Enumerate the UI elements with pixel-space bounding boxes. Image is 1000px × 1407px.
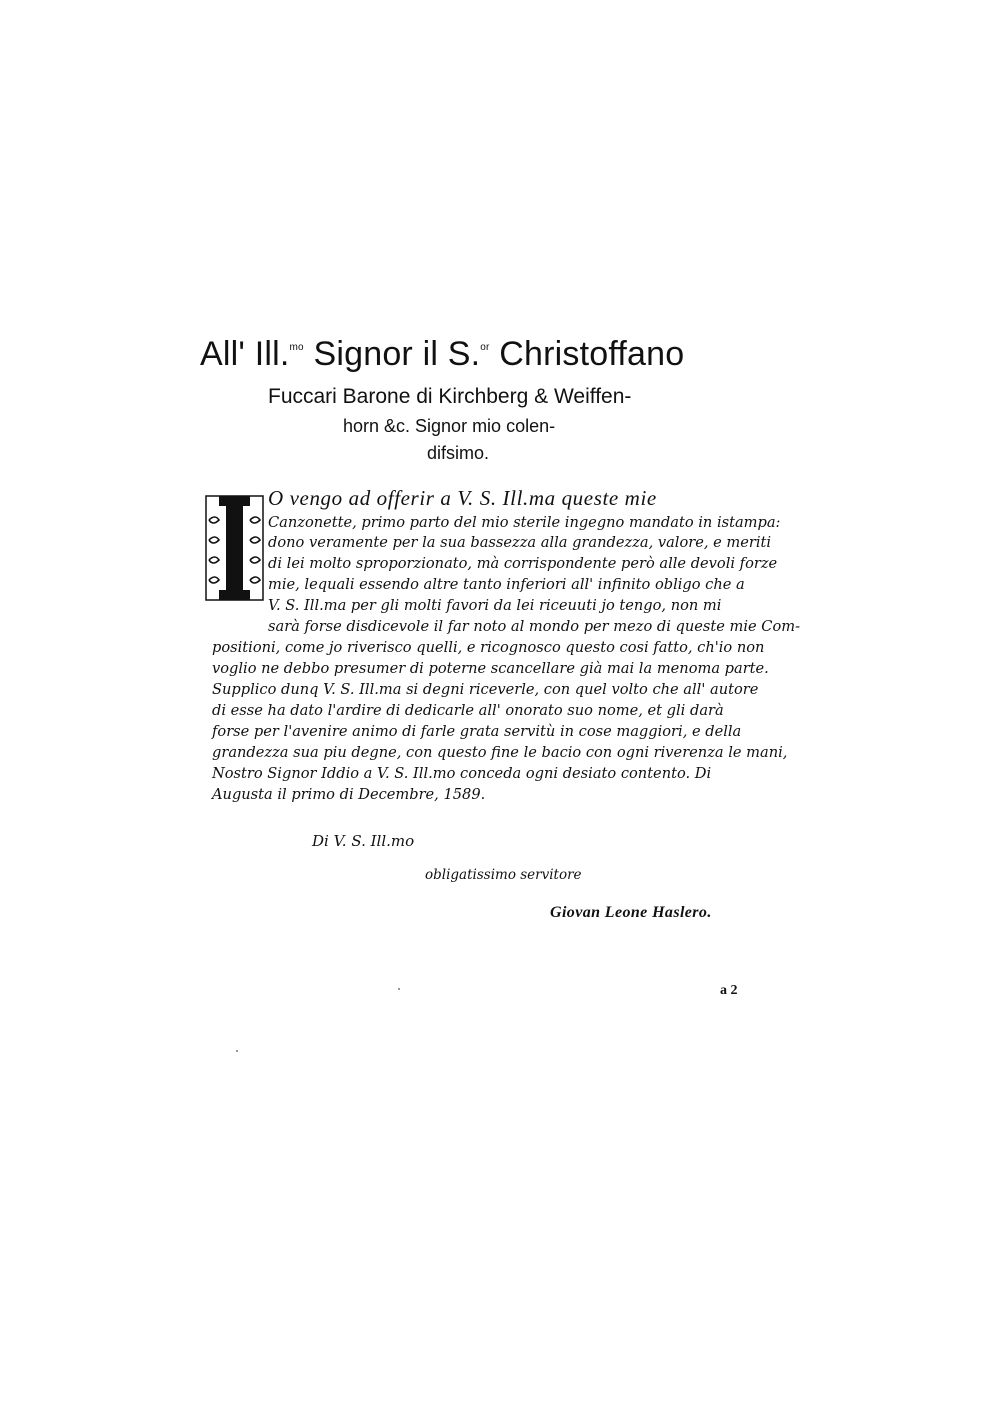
heading-text-part: Signor il S. <box>303 335 481 373</box>
letter-line: forse per l'avenire animo di farle grata servitù in cose maggiori, e della <box>212 723 742 740</box>
heading-superscript: or <box>480 342 490 353</box>
heading-line-1 <box>200 335 760 374</box>
letter-line: voglio ne debbo presumer di poterne scancellare già mai la menoma parte. <box>212 660 769 677</box>
heading-superscript: mo <box>289 342 304 353</box>
closing-salutation: Di V. S. Ill.mo <box>312 832 415 850</box>
letter-line: dono veramente per la sua bassezza alla grandezza, valore, e meriti <box>268 534 772 551</box>
letter-line: Canzonette, primo parto del mio sterile ingegno mandato in istampa: <box>268 514 781 531</box>
letter-line: Supplico dunq V. S. Ill.ma si degni riceverle, con quel volto che all' autore <box>212 681 759 698</box>
heading-text-part: Christoffano <box>489 335 685 373</box>
dropcap-letter: I <box>234 490 235 491</box>
heading-line-2: Fuccari Barone di Kirchberg & Weiffen- <box>268 385 632 408</box>
heading-text-part: All' Ill. <box>200 335 290 373</box>
closing-signature: Giovan Leone Haslero. <box>550 904 712 921</box>
letter-line: grandezza sua piu degne, con questo fine le bacio con ogni riverenza le mani, <box>212 744 788 761</box>
letter-line: sarà forse disdicevole il far noto al mondo per mezo di queste mie Com- <box>268 618 801 635</box>
heading-line-4: difsimo. <box>427 443 490 463</box>
letter-line: Nostro Signor Iddio a V. S. Ill.mo conceda ogni desiato contento. Di <box>212 765 712 782</box>
letter-line: positioni, come jo riverisco quelli, e ricognosco questo cosi fatto, ch'io non <box>212 639 765 656</box>
speck-mark <box>398 988 400 990</box>
letter-line: O vengo ad offerir a V. S. Ill.ma queste mie <box>268 486 657 510</box>
speck-mark <box>236 1050 238 1052</box>
decorated-initial-icon <box>205 490 264 606</box>
letter-line: di lei molto sproporzionato, mà corrispondente però alle devoli forze <box>268 555 778 572</box>
letter-line: di esse ha dato l'ardire di dedicarle all' onorato suo nome, et gli darà <box>212 702 724 719</box>
closing-servant: obligatissimo servitore <box>425 867 582 883</box>
heading-line-3: horn &c. Signor mio colen- <box>343 416 556 436</box>
letter-line: V. S. Ill.ma per gli molti favori da lei riceuuti jo tengo, non mi <box>268 597 722 614</box>
signature-mark: a 2 <box>720 983 738 998</box>
letter-line: mie, lequali essendo altre tanto inferiori all' infinito obligo che a <box>268 576 745 593</box>
letter-line: Augusta il primo di Decembre, 1589. <box>212 786 486 803</box>
